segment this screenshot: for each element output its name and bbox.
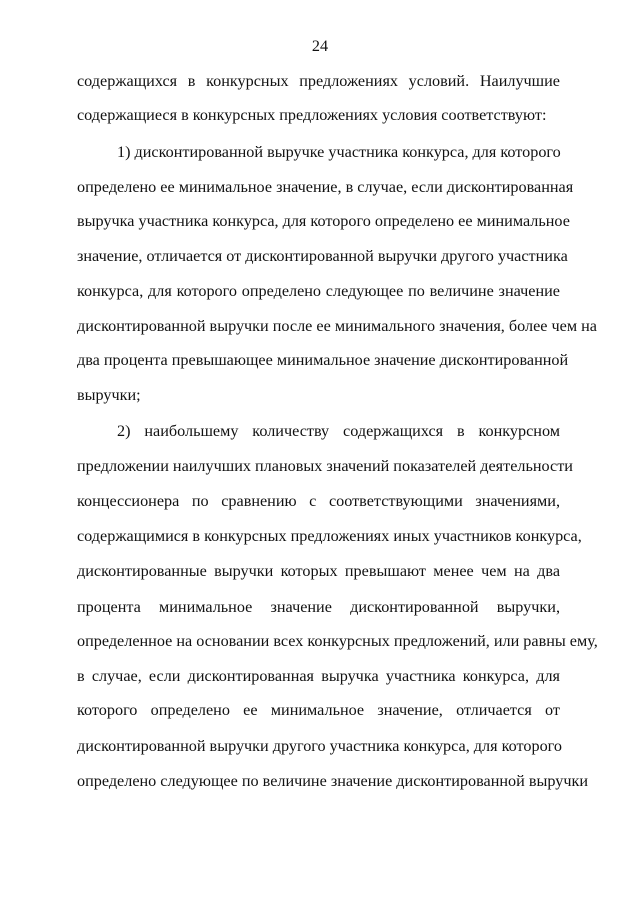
text-line: 2) наибольшему количеству содержащихся в конкурсном bbox=[117, 422, 560, 440]
text-line: два процента превышающее минимальное значение дисконтированной bbox=[77, 351, 569, 369]
text-line: выручки; bbox=[77, 386, 141, 404]
text-line: содержащихся в конкурсных предложениях условий. Наилучшие bbox=[77, 72, 560, 90]
text-line: содержащимися в конкурсных предложениях иных участников конкурса, bbox=[77, 527, 582, 545]
page-number: 24 bbox=[311, 37, 329, 55]
text-line: 1) дисконтированной выручке участника конкурса, для которого bbox=[117, 143, 561, 161]
text-line: дисконтированной выручки после ее минимального значения, более чем на bbox=[77, 317, 597, 335]
text-line: дисконтированные выручки которых превышают менее чем на два bbox=[77, 562, 560, 580]
text-line: концессионера по сравнению с соответствующими значениями, bbox=[77, 492, 560, 510]
text-line: которого определено ее минимальное значение, отличается от bbox=[77, 701, 560, 719]
text-line: дисконтированной выручки другого участника конкурса, для которого bbox=[77, 737, 563, 755]
text-line: определенное на основании всех конкурсных предложений, или равны ему, bbox=[77, 632, 598, 650]
text-line: выручка участника конкурса, для которого определено ее минимальное bbox=[77, 212, 570, 230]
text-line: конкурса, для которого определено следующее по величине значение bbox=[77, 282, 560, 300]
text-line: процента минимальное значение дисконтированной выручки, bbox=[77, 598, 560, 616]
text-line: в случае, если дисконтированная выручка участника конкурса, для bbox=[77, 667, 560, 685]
text-line: определено ее минимальное значение, в случае, если дисконтированная bbox=[77, 178, 574, 196]
text-line: предложении наилучших плановых значений показателей деятельности bbox=[77, 457, 573, 475]
text-line: значение, отличается от дисконтированной выручки другого участника bbox=[77, 247, 568, 265]
text-line: определено следующее по величине значение дисконтированной выручки bbox=[77, 772, 589, 790]
text-line: содержащиеся в конкурсных предложениях условия соответствуют: bbox=[77, 106, 547, 124]
